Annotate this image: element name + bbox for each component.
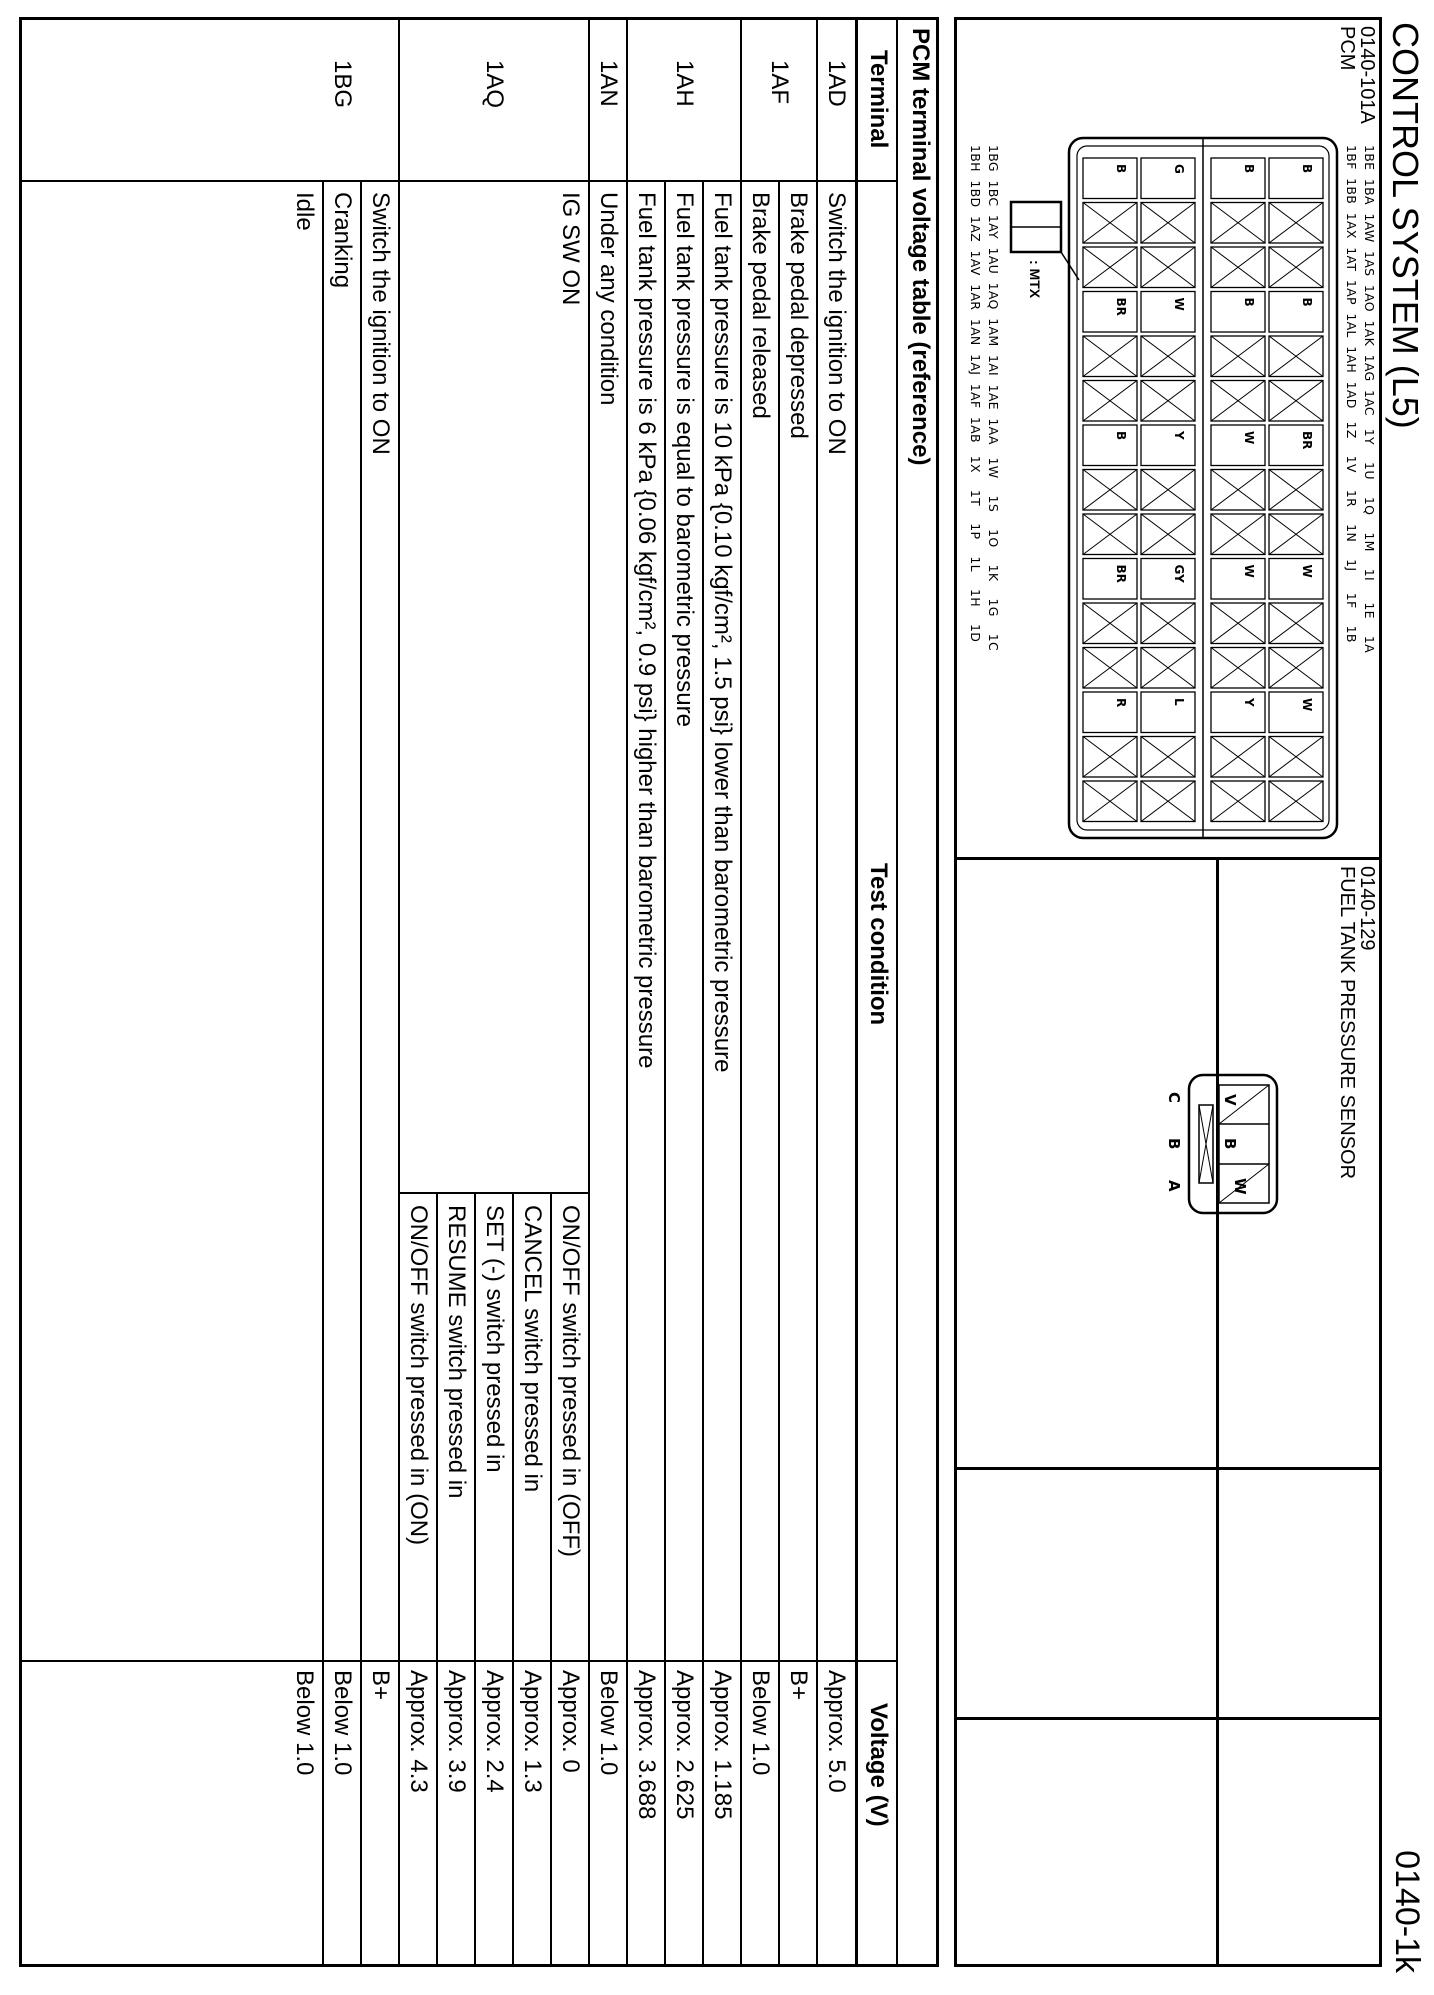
voltage-cell: Below 1.0 [291,1670,318,1776]
pin-cell [1083,559,1137,600]
pcm-connector-panel [957,20,1379,860]
terminal-cell: 1AD [823,60,850,107]
header-terminal: Terminal [865,50,892,149]
voltage-cell: Approx. 4.3 [405,1670,432,1793]
header-condition: Test condition [865,863,892,1026]
condition-cell: Switch the ignition to ON [367,192,394,455]
pcm-pin-row-3: 1BG 1BC 1AY 1AU 1AQ 1AM 1AI 1AE 1AA 1W 1S 1O 1K 1G 1C [986,145,1001,652]
wire-color-label: BR [1114,297,1128,316]
pcm-connector-diagram [951,20,1379,860]
wire-color-label: GY [1172,564,1186,583]
voltage-cell: Approx. 2.625 [671,1670,698,1820]
row-rule [512,1192,514,1964]
voltage-cell: Approx. 3.688 [633,1670,660,1820]
pin-cell [1083,158,1137,199]
row-rule [816,20,818,1964]
col-rule-1 [22,180,898,182]
terminal-cell: 1BG [329,60,356,109]
sensor-connector-panel [957,860,1379,1470]
pcm-pin-row-1: 1BE 1BA 1AW 1AS 1AO 1AK 1AG 1AC 1Y 1U 1Q 1M 1I 1E 1A [1362,145,1377,654]
mtx-label: : MTX [1027,260,1043,299]
connector-box [954,17,1382,1967]
condition-cell: IG SW ON [557,192,584,306]
wire-color-label: B [1300,297,1314,307]
sensor-pin-c: C [1165,1092,1183,1104]
voltage-cell: B+ [785,1670,812,1701]
col-rule-2 [22,1660,898,1662]
pin-cell [1269,158,1323,199]
sensor-pin-a: A [1165,1180,1183,1192]
row-rule [626,20,628,1964]
pin-cell [1083,692,1137,733]
wire-color-label: L [1172,698,1186,706]
wire-color-label: B [1300,164,1314,174]
wire-color-label: BR [1300,431,1314,450]
row-rule [778,180,780,1964]
condition-cell: Fuel tank pressure is 10 kPa {0.10 kgf/cm², 1.5 psi} lower than barometric pressure [709,192,736,1073]
terminal-cell: 1AQ [481,60,508,109]
wire-color-label: Y [1242,698,1256,707]
voltage-cell: Approx. 0 [557,1670,584,1773]
pin-cell [1141,292,1195,333]
condition-cell: Idle [291,192,318,231]
voltage-cell: Below 1.0 [329,1670,356,1776]
wire-color-label: B [1114,164,1128,174]
pcm-connector-code: 0140-101A PCM [1336,26,1378,124]
voltage-cell: Approx. 1.3 [519,1670,546,1793]
pcm-pin-row-2: 1BF 1BB 1AX 1AT 1AP 1AL 1AH 1AD 1Z 1V 1R 1N 1J 1F 1B [1344,145,1359,643]
sensor-wire-3: W [1231,1178,1249,1195]
terminal-cell: 1AN [595,60,622,107]
sensor-connector-diagram [951,860,1379,1470]
row-rule [398,20,400,1964]
condition-cell: Fuel tank pressure is equal to barometric pressure [671,192,698,727]
pin-cell [1083,292,1137,333]
table-title-rule [896,20,898,1964]
pcm-pin-row-4: 1BH 1BD 1AZ 1AV 1AR 1AN 1AJ 1AF 1AB 1X 1T 1P 1L 1H 1D [968,145,983,643]
condition-cell: Brake pedal released [747,192,774,419]
voltage-cell: B+ [367,1670,394,1701]
voltage-cell: Approx. 5.0 [823,1670,850,1793]
table-title: PCM terminal voltage table (reference) [907,28,934,466]
condition-cell: Switch the ignition to ON [823,192,850,455]
wire-color-label: B [1242,164,1256,174]
sensor-wire-2: B [1221,1138,1239,1150]
pin-cell [1269,425,1323,466]
wire-color-label: W [1242,431,1256,445]
pin-cell [1211,559,1265,600]
wire-color-label: G [1172,164,1186,174]
pin-cell [1211,158,1265,199]
pin-cell [1269,292,1323,333]
voltage-table [19,17,939,1967]
row-rule [474,1192,476,1964]
voltage-cell: Approx. 1.185 [709,1670,736,1820]
page-title: CONTROL SYSTEM (L5) [1385,22,1426,429]
row-rule [360,180,362,1964]
sub-condition-cell: ON/OFF switch pressed in (OFF) [557,1205,584,1558]
voltage-cell: Below 1.0 [595,1670,622,1776]
condition-cell: Under any condition [595,192,622,406]
sub-condition-cell: CANCEL switch pressed in [519,1205,546,1493]
pin-cell [1083,425,1137,466]
header-voltage: Voltage (V) [865,1703,892,1827]
pin-cell [1141,692,1195,733]
pin-cell [1269,692,1323,733]
page-code: 0140-1k [1388,1850,1426,1973]
condition-cell: Cranking [329,192,356,289]
wire-color-label: W [1242,564,1256,578]
sensor-wire-1: V [1221,1094,1239,1106]
wire-color-label: W [1172,297,1186,311]
sensor-pin-b: B [1165,1138,1183,1150]
row-rule [322,180,324,1964]
sub-condition-cell: ON/OFF switch pressed in (ON) [405,1205,432,1546]
row-rule [664,180,666,1964]
voltage-cell: Approx. 2.4 [481,1670,508,1793]
condition-cell: Brake pedal depressed [785,192,812,439]
pin-cell [1211,425,1265,466]
sub-condition-cell: SET (-) switch pressed in [481,1205,508,1473]
empty-grid-hline [1216,860,1219,1964]
pin-cell [1141,559,1195,600]
pin-cell [1141,425,1195,466]
row-rule [588,20,590,1964]
wire-color-label: Y [1172,431,1186,440]
empty-grid-col-1 [957,1470,1379,1720]
wire-color-label: B [1114,431,1128,441]
sub-col-rule [400,1192,590,1194]
row-rule [740,20,742,1964]
header-rule [855,20,858,1964]
wire-color-label: W [1300,698,1314,712]
wire-color-label: W [1300,564,1314,578]
terminal-cell: 1AF [766,60,793,105]
terminal-cell: 1AH [671,60,698,107]
row-rule [550,1192,552,1964]
pin-cell [1211,692,1265,733]
wire-color-label: B [1242,297,1256,307]
sensor-connector-code: 0140-129 FUEL TANK PRESSURE SENSOR [1336,866,1378,1180]
wire-color-label: R [1114,698,1128,708]
voltage-cell: Below 1.0 [747,1670,774,1776]
pin-cell [1141,158,1195,199]
sub-condition-cell: RESUME switch pressed in [443,1205,470,1499]
pin-cell [1211,292,1265,333]
condition-cell: Fuel tank pressure is 6 kPa {0.06 kgf/cm², 0.9 psi} higher than barometric pressure [633,192,660,1069]
row-rule [436,1192,438,1964]
wire-color-label: BR [1114,564,1128,583]
voltage-cell: Approx. 3.9 [443,1670,470,1793]
pin-cell [1269,559,1323,600]
row-rule [702,180,704,1964]
